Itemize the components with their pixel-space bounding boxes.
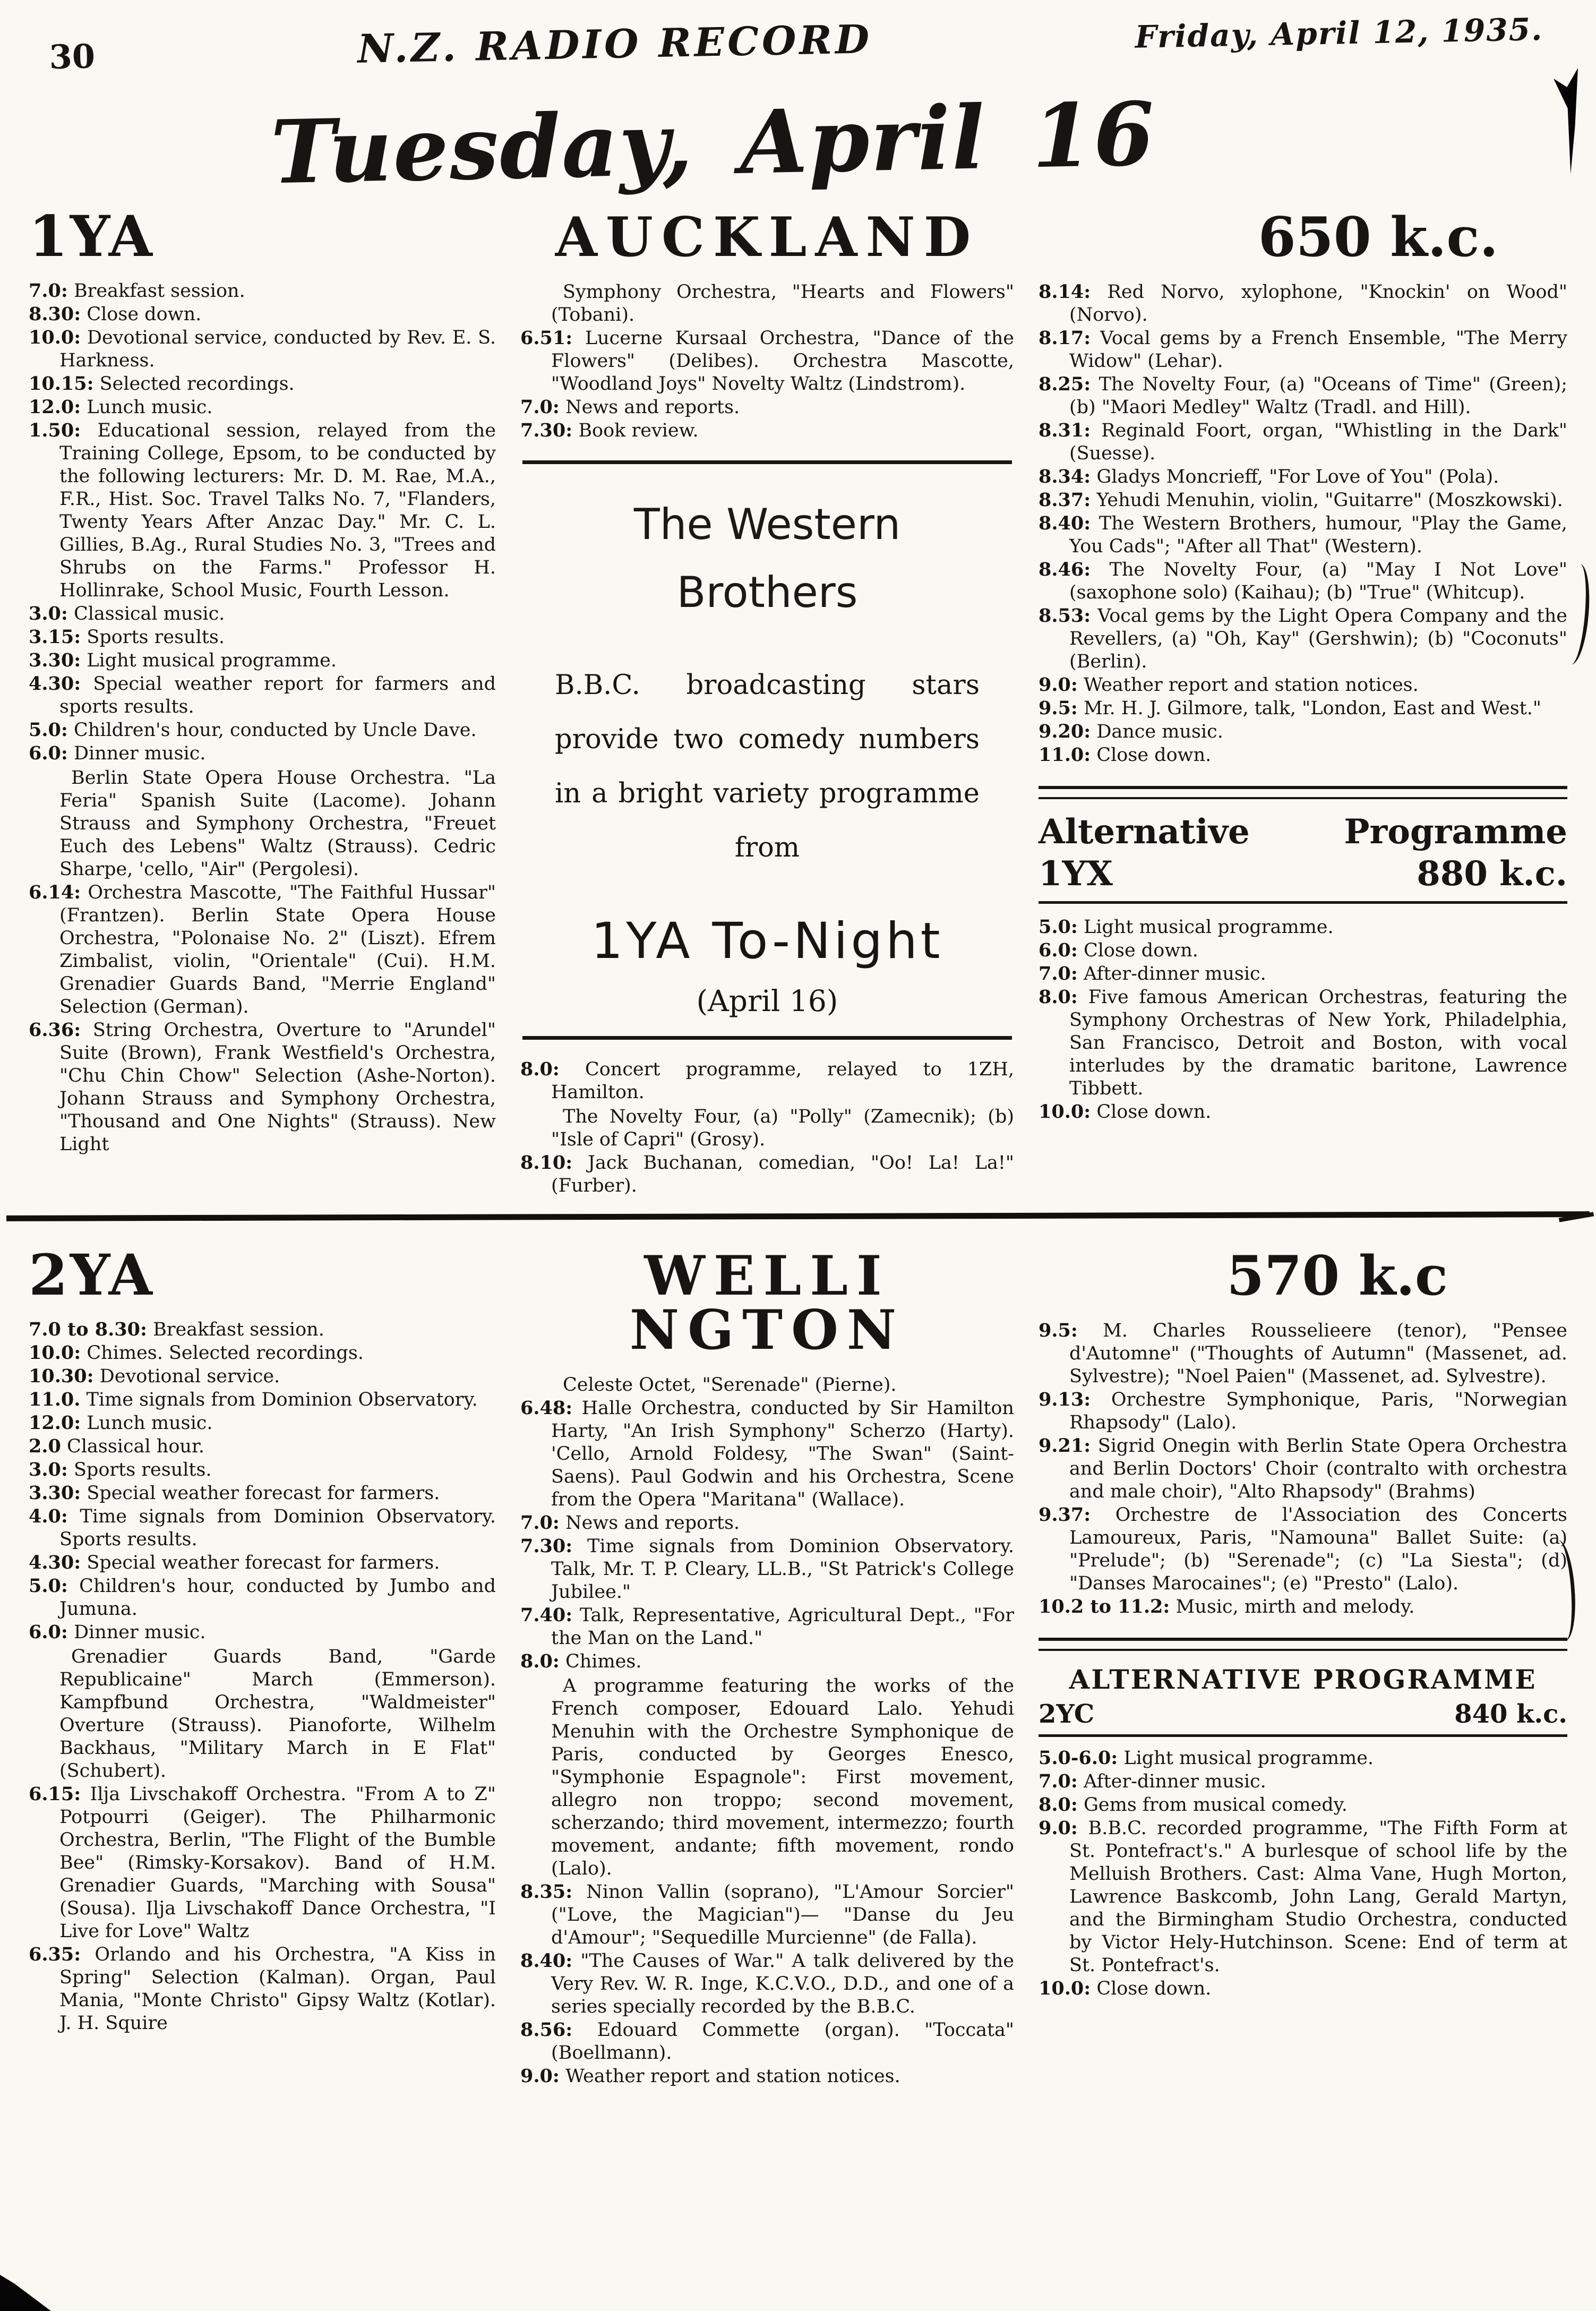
programme-item	[29, 279, 496, 303]
programme-item	[29, 1341, 496, 1365]
programme-item	[1039, 1770, 1567, 1793]
time-label: 8.0:	[520, 1058, 560, 1081]
item-text: Yehudi Menuhin, violin, "Guitarre" (Moszkowski).	[1096, 490, 1563, 511]
programme-item	[1039, 373, 1567, 419]
time-label: 7.0:	[1039, 1770, 1078, 1793]
freq-heading-650: 650 k.c.	[1258, 206, 1498, 270]
time-label: 9.0:	[1039, 1817, 1078, 1839]
time-label: 10.0:	[29, 1342, 81, 1364]
time-label: 12.0:	[29, 1412, 81, 1434]
time-label: 5.0:	[29, 719, 68, 741]
item-text: Close down.	[1096, 744, 1212, 766]
time-label: 5.0:	[29, 1575, 68, 1597]
programme-item	[1039, 1817, 1567, 1977]
time-label: 3.30:	[29, 649, 81, 672]
time-label: 6.51:	[520, 327, 573, 349]
time-label: 8.0:	[1039, 1794, 1078, 1816]
programme-item	[29, 672, 496, 718]
time-label: 10.0:	[29, 327, 81, 349]
page-number: 30	[48, 37, 96, 77]
feature-box	[520, 491, 1014, 1018]
column-570kc	[1039, 1233, 1567, 2088]
item-text: Chimes. Selected recordings.	[87, 1342, 364, 1364]
section-2ya	[0, 1233, 1596, 2088]
alt-station: 2YC	[1039, 1699, 1095, 1730]
programme-item	[29, 626, 496, 649]
programme-item	[1039, 465, 1567, 489]
alt-station: 1YX	[1039, 854, 1113, 894]
item-text: Orchestre de l'Association des Concerts Lamoureux, Paris, "Namouna" Ballet Suite: (a) "Prelude"; (b) "Serenade"; (c) "La Siesta"; (d) "Danses Marocaines"; (e) "Presto" (Lalo).	[1069, 1504, 1567, 1595]
item-text: Classical music.	[73, 603, 225, 625]
alternative-programme-2yc	[1039, 1638, 1567, 2000]
item-text: Sports results.	[87, 627, 225, 648]
programme-item	[29, 766, 496, 881]
item-text: Berlin State Opera House Orchestra. "La Feria" Spanish Suite (Lacome). Johann Strauss and Symphony Orchestra, "Freuet Euch des Lebens" Waltz (Strauss). Cedric Sharpe, 'cello, "Air" (Pergolesi).	[59, 767, 496, 880]
feature-title: 1YA To-Night	[591, 912, 943, 971]
programme-item	[520, 419, 1014, 442]
time-label: 4.30:	[29, 673, 81, 695]
item-text: Educational session, relayed from the Training College, Epsom, to be conducted by the following lecturers: Mr. D. M. Rae, M.A., F.R., Hist. Soc. Travel Talks No. 7, "Flanders, Twenty Years After Anzac Day." Mr. C. L. Gillies, B.Ag., Rural Studies No. 3, "Trees and Shrubs on the Farms." Professor H. Hollinrake, School Music, Fourth Lesson.	[59, 420, 496, 602]
programme-item	[29, 1435, 496, 1458]
programme-item	[1039, 1100, 1567, 1124]
time-label: 4.30:	[29, 1552, 81, 1574]
time-label: 7.30:	[520, 420, 573, 442]
programme-item	[520, 327, 1014, 396]
item-text: Chimes.	[565, 1651, 642, 1673]
item-text: Time signals from Dominion Observatory. Sports results.	[59, 1506, 496, 1551]
programme-item	[520, 1604, 1014, 1650]
time-label: 8.56:	[520, 2019, 573, 2041]
item-text: Time signals from Dominion Observatory. Talk, Mr. T. P. Cleary, LL.B., "St Patrick's College Jubilee."	[551, 1536, 1014, 1603]
time-label: 10.30:	[29, 1365, 94, 1388]
time-label: 6.36:	[29, 1019, 81, 1041]
item-text: Classical hour.	[67, 1436, 204, 1458]
time-label: 6.35:	[29, 1944, 81, 1966]
time-label: 7.0:	[520, 1512, 560, 1534]
programme-item	[29, 396, 496, 419]
time-label: 7.0:	[29, 280, 68, 302]
item-text: Sports results.	[73, 1459, 212, 1481]
programme-item	[1039, 673, 1567, 697]
time-label: 8.35:	[520, 1881, 573, 1903]
time-label: 6.0:	[29, 742, 68, 765]
programme-item	[1039, 915, 1567, 939]
time-label: 7.30:	[520, 1535, 573, 1557]
programme-list-650	[1039, 280, 1567, 767]
programme-item	[1039, 1319, 1567, 1388]
time-label: 12.0:	[29, 396, 81, 418]
programme-item	[520, 2065, 1014, 2088]
time-label: 1.50:	[29, 420, 81, 442]
column-wellington	[520, 1233, 1014, 2088]
alt-station-row	[1039, 1699, 1567, 1729]
programme-item	[1039, 489, 1567, 512]
programme-item	[1039, 327, 1567, 373]
station-heading-2ya: 2YA	[29, 1242, 155, 1308]
item-text: Lucerne Kursaal Orchestra, "Dance of the Flowers" (Delibes). Orchestra Mascotte, "Woodland Joys" Novelty Waltz (Lindstrom).	[551, 328, 1014, 395]
time-label: 8.46:	[1039, 559, 1091, 581]
programme-item	[29, 1318, 496, 1341]
time-label: 11.0.	[29, 1389, 81, 1411]
programme-item	[29, 718, 496, 742]
item-text: The Western Brothers, humour, "Play the Game, You Cads"; "After all That" (Western).	[1069, 513, 1567, 558]
item-text: After-dinner music.	[1083, 963, 1266, 985]
programme-item	[29, 326, 496, 372]
feature-heading: The Western Brothers	[633, 500, 901, 618]
section-divider-rule	[6, 1211, 1590, 1221]
time-label: 9.21:	[1039, 1435, 1091, 1457]
time-label: 2.0	[29, 1435, 61, 1458]
item-text: Lunch music.	[87, 397, 213, 418]
item-text: Celeste Octet, "Serenade" (Pierne).	[563, 1374, 897, 1396]
item-text: Dinner music.	[73, 1622, 206, 1644]
item-text: Jack Buchanan, comedian, "Oo! La! La!" (Furber).	[551, 1152, 1014, 1197]
time-label: 8.10:	[520, 1152, 573, 1174]
programme-item	[29, 881, 496, 1018]
programme-item	[29, 742, 496, 765]
time-label: 8.0:	[1039, 986, 1078, 1008]
programme-item	[520, 1511, 1014, 1535]
page-header	[0, 0, 1596, 79]
item-text: Ninon Vallin (soprano), "L'Amour Sorcier" ("Love, the Magician")— "Danse du Jeu d'Amour"; "Sequedille Murcienne" (de Falla).	[551, 1881, 1014, 1949]
programme-list-2yc	[1039, 1747, 1567, 2000]
item-text: Gladys Moncrieff, "For Love of You" (Pola).	[1096, 466, 1499, 488]
station-heading-1ya: 1YA	[29, 203, 155, 270]
programme-item	[1039, 720, 1567, 743]
programme-item	[520, 2018, 1014, 2065]
item-text: Special weather forecast for farmers.	[87, 1552, 440, 1574]
item-text: Grenadier Guards Band, "Garde Republicaine" March (Emmerson). Kampfbund Orchestra, "Waldmeister" Overture (Strauss). Pianoforte, Wilhelm Backhaus, "Military March in E Flat" (Schubert).	[59, 1646, 496, 1782]
programme-item	[1039, 280, 1567, 327]
programme-item	[520, 1650, 1014, 1673]
programme-item	[520, 280, 1014, 327]
programme-item	[29, 1458, 496, 1482]
programme-list-auckland-top	[520, 280, 1014, 442]
programme-item	[520, 1058, 1014, 1104]
programme-item	[29, 1645, 496, 1783]
programme-list-2ya	[29, 1318, 496, 2035]
time-label: 3.0:	[29, 1459, 68, 1481]
feature-text: B.B.C. broadcasting stars provide two comedy numbers in a bright variety programme from	[555, 670, 980, 864]
item-text: Sigrid Onegin with Berlin State Opera Orchestra and Berlin Doctors' Choir (contralto with orchestra and male choir), "Alto Rhapsody" (Brahms)	[1069, 1435, 1567, 1503]
programme-item	[1039, 939, 1567, 962]
item-text: Time signals from Dominion Observatory.	[86, 1389, 478, 1411]
alt-station-row	[1039, 854, 1567, 894]
item-text: Special weather report for farmers and sports results.	[59, 673, 496, 718]
time-label: 5.0:	[1039, 916, 1078, 938]
programme-item	[1039, 1595, 1567, 1619]
time-label: 6.0:	[1039, 939, 1078, 962]
programme-item	[29, 419, 496, 602]
item-text: Special weather forecast for farmers.	[87, 1483, 440, 1504]
item-text: String Orchestra, Overture to "Arundel" Suite (Brown), Frank Westfield's Orchestra, "Chu Chin Chow" Selection (Ashe-Norton). Johann Strauss and Symphony Orchestra, "Thousand and One Nights" (Strauss). New Light	[59, 1020, 496, 1156]
programme-item	[29, 602, 496, 626]
time-label: 11.0:	[1039, 744, 1091, 766]
time-label: 4.0:	[29, 1505, 68, 1528]
programme-item	[1039, 962, 1567, 986]
time-label: 8.17:	[1039, 327, 1091, 349]
programme-item	[520, 1880, 1014, 1949]
divider-rule	[522, 460, 1012, 464]
programme-item	[1039, 986, 1567, 1100]
time-label: 8.25:	[1039, 373, 1091, 396]
time-label: 9.20:	[1039, 721, 1091, 743]
item-text: Light musical programme.	[87, 650, 337, 672]
time-label: 3.30:	[29, 1482, 81, 1504]
programme-item	[1039, 743, 1567, 767]
time-label: 8.14:	[1039, 281, 1091, 303]
time-label: 9.37:	[1039, 1504, 1091, 1526]
divider-rule	[1039, 901, 1567, 904]
item-text: Children's hour, conducted by Uncle Dave.	[73, 720, 477, 741]
programme-list-570	[1039, 1319, 1567, 1619]
alt-frequency: 840 k.c.	[1454, 1699, 1567, 1730]
item-text: Book review.	[578, 420, 699, 442]
item-text: Light musical programme.	[1123, 1748, 1374, 1769]
time-label: 7.0 to 8.30:	[29, 1319, 147, 1341]
time-label: 6.15:	[29, 1783, 81, 1805]
divider-rule	[1039, 1734, 1567, 1737]
item-text: Breakfast session.	[73, 280, 245, 302]
programme-item	[29, 1783, 496, 1943]
time-label: 3.0:	[29, 603, 68, 625]
programme-item	[29, 1943, 496, 2035]
programme-item	[1039, 419, 1567, 465]
item-text: Selected recordings.	[99, 373, 295, 395]
ink-blot	[1554, 68, 1578, 174]
item-text: Dinner music.	[73, 743, 206, 765]
programme-item	[1039, 604, 1567, 673]
item-text: Close down.	[1083, 940, 1198, 962]
programme-list-1ya	[29, 279, 496, 1156]
programme-item	[29, 1365, 496, 1388]
time-label: 9.0:	[1039, 674, 1078, 696]
time-label: 8.31:	[1039, 420, 1091, 442]
item-text: Weather report and station notices.	[1083, 674, 1419, 696]
item-text: M. Charles Rousselieere (tenor), "Pensee d'Automne" ("Thoughts of Autumn" (Massenet, ad. Sylvestre); "Noel Paien" (Massenet, ad. Sylvestre).	[1069, 1320, 1567, 1388]
item-text: Breakfast session.	[153, 1319, 324, 1341]
ink-blot	[0, 2272, 51, 2311]
time-label: 8.30:	[29, 303, 81, 326]
programme-list-wellington	[520, 1373, 1014, 2088]
time-label: 6.14:	[29, 881, 81, 904]
alt-title-right: Programme	[1344, 812, 1567, 852]
item-text: Concert programme, relayed to 1ZH, Hamilton.	[551, 1059, 1014, 1103]
item-text: A programme featuring the works of the French composer, Edouard Lalo. Yehudi Menuhin with the Orchestre Symphonique de Paris, conducted by Georges Enesco, "Symphonie Espagnole": First movement, allegro non troppo; second movement, scherzando; third movement, intermezzo; fourth movement, andante; fifth movement, rondo (Lalo).	[551, 1675, 1014, 1880]
divider-rule	[522, 1036, 1012, 1040]
programme-item	[29, 1388, 496, 1411]
time-label: 9.5:	[1039, 697, 1078, 720]
programme-item	[29, 1018, 496, 1156]
item-text: Close down.	[1096, 1978, 1212, 2000]
time-label: 8.0:	[520, 1650, 560, 1673]
item-text: The Novelty Four, (a) "May I Not Love" (saxophone solo) (Kaihau); (b) "True" (Whitcup).	[1069, 559, 1567, 604]
item-text: Weather report and station notices.	[565, 2066, 900, 2087]
time-label: 10.15:	[29, 373, 94, 395]
time-label: 7.0:	[520, 396, 560, 418]
time-label: 8.34:	[1039, 466, 1091, 488]
column-auckland	[520, 194, 1014, 1197]
double-rule	[1039, 786, 1567, 799]
programme-item	[29, 372, 496, 396]
programme-item	[520, 1105, 1014, 1151]
time-label: 8.40:	[1039, 512, 1091, 535]
programme-item	[1039, 1434, 1567, 1503]
programme-item	[520, 1151, 1014, 1197]
item-text: The Novelty Four, (a) "Polly" (Zamecnik); (b) "Isle of Capri" (Grosy).	[551, 1106, 1014, 1151]
item-text: Orchestra Mascotte, "The Faithful Hussar" (Frantzen). Berlin State Opera House Orchestra, "Polonaise No. 2" (Liszt). Efrem Zimbalist, violin, "Orientale" (Cui). H.M. Grenadier Guards Band, "Merrie England" Selection (German).	[59, 882, 496, 1018]
item-text: "The Causes of War." A talk delivered by the Very Rev. W. R. Inge, K.C.V.O., D.D., and one of a series specially recorded by the B.B.C.	[551, 1950, 1014, 2018]
programme-item	[1039, 1388, 1567, 1434]
item-text: B.B.C. recorded programme, "The Fifth Form at St. Pontefract's." A burlesque of school life by the Melluish Brothers. Cast: Alma Vane, Hugh Morton, Lawrence Baskcomb, John Lang, Gerald Martyn, and the Birmingham Studio Orchestra, conducted by Victor Hely-Hutchinson. Scene: End of term at St. Pontefract's.	[1069, 1818, 1567, 1976]
time-label: 9.0:	[520, 2065, 560, 2087]
programme-item	[29, 303, 496, 326]
item-text: Children's hour, conducted by Jumbo and Jumuna.	[59, 1576, 496, 1620]
item-text: Gems from musical comedy.	[1083, 1794, 1348, 1816]
programme-item	[1039, 1503, 1567, 1595]
item-text: Dance music.	[1096, 721, 1223, 743]
programme-item	[1039, 558, 1567, 604]
issue-date: Friday, April 12, 1935.	[1135, 11, 1543, 55]
item-text: Halle Orchestra, conducted by Sir Hamilton Harty, "An Irish Symphony" Scherzo (Harty). 'Cello, Arnold Foldesy, "The Swan" (Saint-Saens). Paul Godwin and his Orchestra, Scene from the Opera "Maritana" (Wallace).	[551, 1398, 1014, 1511]
item-text: Mr. H. J. Gilmore, talk, "London, East and West."	[1083, 698, 1541, 720]
programme-item	[29, 1551, 496, 1574]
item-text: Reginald Foort, organ, "Whistling in the Dark" (Suesse).	[1069, 420, 1567, 465]
alt-title: ALTERNATIVE PROGRAMME	[1069, 1664, 1537, 1696]
time-label: 7.0:	[1039, 963, 1078, 985]
alt-title-left: Alternative	[1039, 812, 1250, 852]
item-text: After-dinner music.	[1083, 1771, 1266, 1793]
item-text: Close down.	[1096, 1101, 1212, 1123]
alt-frequency: 880 k.c.	[1417, 854, 1567, 894]
time-label: 9.13:	[1039, 1389, 1091, 1411]
alt-header-row	[1039, 812, 1567, 852]
column-2ya	[29, 1233, 496, 2088]
programme-list-auckland-evening	[520, 1058, 1014, 1197]
item-text: Vocal gems by the Light Opera Company and the Revellers, (a) "Oh, Kay" (Gershwin); (b) "Coconuts" (Berlin).	[1069, 605, 1567, 673]
item-text: Devotional service, conducted by Rev. E. S. Harkness.	[59, 327, 496, 372]
double-rule	[1039, 1638, 1567, 1651]
item-text: Orchestre Symphonique, Paris, "Norwegian Rhapsody" (Lalo).	[1069, 1389, 1567, 1434]
item-text: Edouard Commette (organ). "Toccata" (Boellmann).	[551, 2019, 1014, 2064]
item-text: Five famous American Orchestras, featuring the Symphony Orchestras of New York, Philadelphia, San Francisco, Detroit and Boston, with vocal interludes by the dramatic baritone, Lawrence Tibbett.	[1069, 987, 1567, 1100]
programme-item	[29, 1482, 496, 1505]
city-heading-auckland: AUCKLAND	[555, 206, 980, 270]
item-text: Light musical programme.	[1083, 917, 1334, 938]
item-text: News and reports.	[565, 397, 740, 418]
time-label: 5.0-6.0:	[1039, 1747, 1118, 1769]
programme-item	[29, 1411, 496, 1435]
freq-heading-570: 570 k.c	[1226, 1244, 1448, 1308]
item-text: Music, mirth and melody.	[1175, 1596, 1415, 1618]
city-heading-wellington: WELLI NGTON	[629, 1244, 905, 1363]
time-label: 8.37:	[1039, 489, 1091, 511]
programme-item	[1039, 1793, 1567, 1817]
programme-item	[1039, 1977, 1567, 2000]
item-text: Close down.	[87, 304, 202, 326]
programme-item	[29, 1505, 496, 1551]
item-text: Vocal gems by a French Ensemble, "The Merry Widow" (Lehar).	[1069, 328, 1567, 372]
programme-item	[520, 1373, 1014, 1397]
item-text: Red Norvo, xylophone, "Knockin' on Wood" (Norvo).	[1069, 281, 1567, 326]
programme-item	[520, 1397, 1014, 1511]
column-1ya	[29, 194, 496, 1197]
programme-item	[520, 396, 1014, 419]
time-label: 6.0:	[29, 1621, 68, 1644]
item-text: Devotional service.	[99, 1366, 280, 1388]
item-text: Talk, Representative, Agricultural Dept., "For the Man on the Land."	[551, 1605, 1014, 1649]
programme-list-1yx	[1039, 915, 1567, 1124]
item-text: News and reports.	[565, 1512, 740, 1534]
time-label: 10.2 to 11.2:	[1039, 1596, 1170, 1618]
item-text: The Novelty Four, (a) "Oceans of Time" (Green); (b) "Maori Medley" Waltz (Tradl. and Hill).	[1069, 374, 1567, 418]
item-text: Symphony Orchestra, "Hearts and Flowers" (Tobani).	[551, 281, 1014, 326]
masthead: N.Z. RADIO RECORD	[357, 16, 873, 72]
section-1ya	[0, 194, 1596, 1197]
time-label: 8.40:	[520, 1950, 573, 1972]
time-label: 10.0:	[1039, 1101, 1091, 1123]
time-label: 10.0:	[1039, 1978, 1091, 2000]
time-label: 9.5:	[1039, 1320, 1078, 1342]
time-label: 7.40:	[520, 1604, 573, 1627]
programme-item	[520, 1535, 1014, 1604]
column-650kc	[1039, 194, 1567, 1197]
programme-item	[29, 1574, 496, 1621]
programme-item	[520, 1949, 1014, 2018]
day-title: Tuesday, April 16	[270, 82, 1156, 204]
programme-item	[1039, 697, 1567, 720]
programme-item	[29, 649, 496, 672]
time-label: 6.48:	[520, 1397, 573, 1419]
item-text: Lunch music.	[87, 1413, 213, 1434]
programme-item	[1039, 1747, 1567, 1770]
item-text: Ilja Livschakoff Orchestra. "From A to Z" Potpourri (Geiger). The Philharmonic Orchestra, Berlin, "The Flight of the Bumble Bee" (Rimsky-Korsakov). Band of H.M. Grenadier Guards, "Marching with Sousa" (Sousa). Ilja Livschakoff Dance Orchestra, "I Live for Love" Waltz	[59, 1784, 496, 1942]
programme-item	[29, 1621, 496, 1644]
time-label: 3.15:	[29, 626, 81, 648]
programme-item	[1039, 512, 1567, 558]
alternative-programme-1yx	[1039, 786, 1567, 1124]
item-text: Orlando and his Orchestra, "A Kiss in Spring" Selection (Kalman). Organ, Paul Mania, "Monte Christo" Gipsy Waltz (Kotlar). J. H. Squire	[59, 1944, 496, 2034]
programme-item	[520, 1674, 1014, 1880]
feature-date: (April 16)	[696, 984, 838, 1018]
time-label: 8.53:	[1039, 605, 1091, 627]
